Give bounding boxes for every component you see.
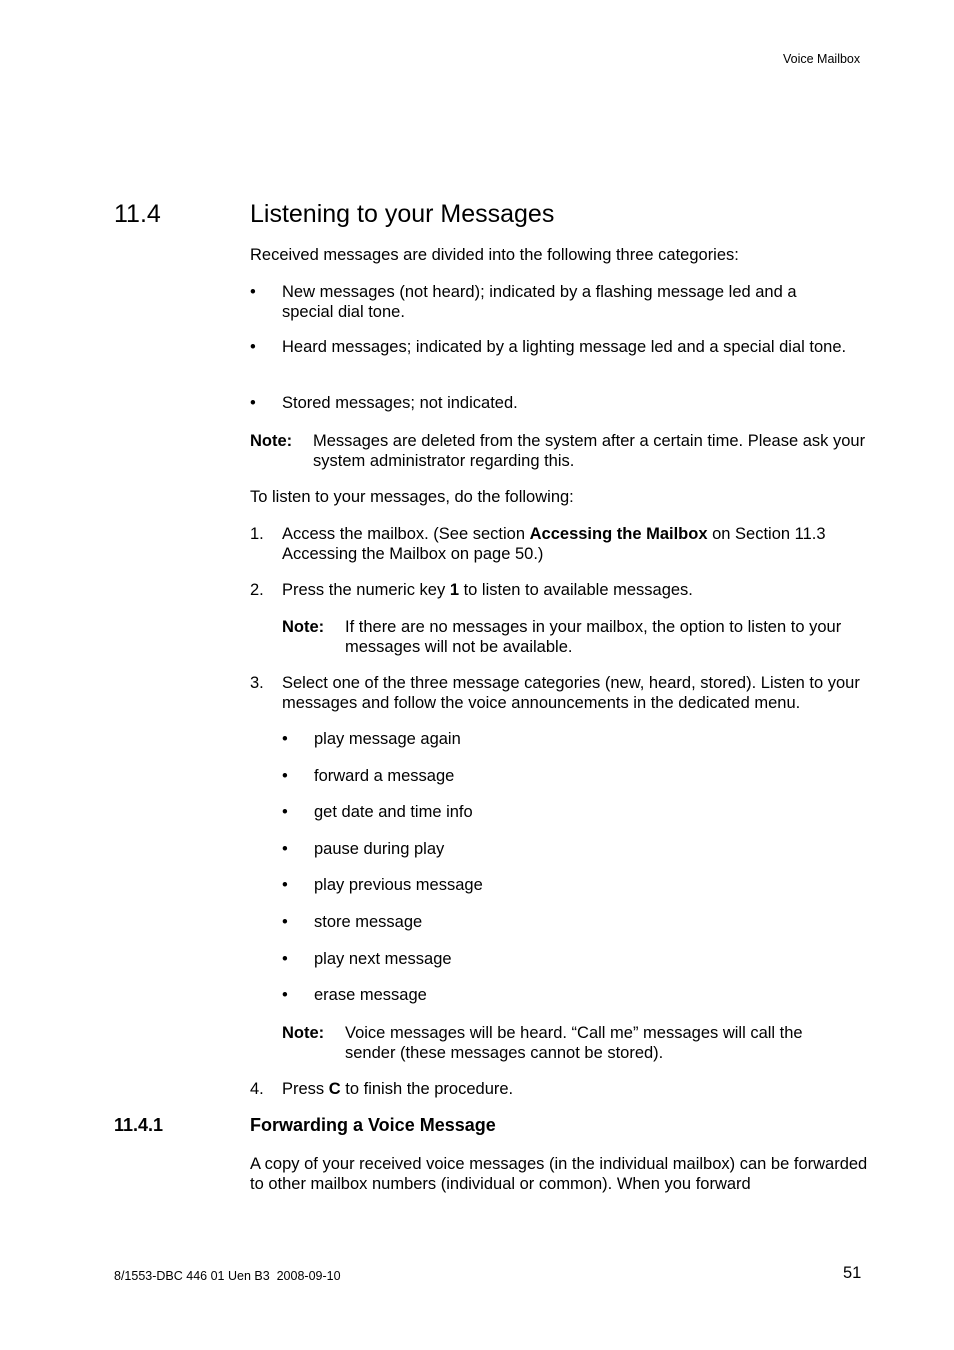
step-text xyxy=(282,524,872,564)
bullet-icon: • xyxy=(250,394,256,412)
step-text-post: to finish the procedure. xyxy=(340,1080,514,1098)
option-text: store message xyxy=(314,913,423,931)
option-text: play message again xyxy=(314,730,461,748)
step-text xyxy=(282,580,872,600)
step-text: Select one of the three message categories (new, heard, stored). Listen to your messages and follow the voice announcements in the dedicated menu. xyxy=(282,674,860,712)
bullet-icon: • xyxy=(250,283,256,301)
option-text: play previous message xyxy=(314,876,483,894)
note-text: Voice messages will be heard. “Call me” messages will call the sender (these messages cannot be stored). xyxy=(345,1024,803,1062)
option-text: erase message xyxy=(314,986,427,1004)
step-text-bold: C xyxy=(328,1080,341,1098)
page-number: 51 xyxy=(843,1264,862,1282)
bullet-icon: • xyxy=(282,986,288,1004)
subsection-number: 11.4.1 xyxy=(114,1115,164,1135)
category-text: Heard messages; indicated by a lighting message led and a special dial tone. xyxy=(282,338,847,356)
bullet-icon: • xyxy=(282,767,288,785)
step-text-pre: Access the mailbox. (See section xyxy=(282,525,530,543)
bullet-icon: • xyxy=(282,730,288,748)
step-number: 3. xyxy=(250,674,264,692)
step-number: 4. xyxy=(250,1080,264,1098)
step-text xyxy=(282,1079,872,1099)
category-text: Stored messages; not indicated. xyxy=(282,394,518,412)
subsection-title: Forwarding a Voice Message xyxy=(250,1115,496,1135)
bullet-icon: • xyxy=(282,840,288,858)
option-text: play next message xyxy=(314,950,452,968)
procedure-lead: To listen to your messages, do the following: xyxy=(250,488,574,506)
note-label: Note: xyxy=(282,1024,325,1042)
step-text-pre: Press the numeric key xyxy=(282,581,450,599)
document-id: 8/1553-DBC 446 01 Uen B3 2008-09-10 xyxy=(114,1269,341,1283)
section-number: 11.4 xyxy=(114,200,161,228)
step-text-post: to listen to available messages. xyxy=(459,581,693,599)
bullet-icon: • xyxy=(250,338,256,356)
note-text xyxy=(313,431,873,471)
step-text-post: on Section 11.3 Accessing the Mailbox on page 50.) xyxy=(282,525,826,563)
step-number: 1. xyxy=(250,525,264,543)
section-title: Listening to your Messages xyxy=(250,200,555,228)
category-text: New messages (not heard); indicated by a flashing message led and a special dial tone. xyxy=(282,283,797,321)
option-text: forward a message xyxy=(314,767,455,785)
subsection-paragraph: A copy of your received voice messages (in the individual mailbox) can be forwarded to other mailbox numbers (individual or common). When you forward xyxy=(250,1155,868,1193)
bullet-icon: • xyxy=(282,803,288,821)
note-text: If there are no messages in your mailbox, the option to listen to your messages will not be available. xyxy=(345,618,842,656)
bullet-icon: • xyxy=(282,913,288,931)
note-label: Note: xyxy=(250,432,293,450)
note-label: Note: xyxy=(282,618,325,636)
note-body: Messages are deleted from the system after a certain time. Please ask your system administrator regarding this. xyxy=(313,432,866,470)
intro-paragraph: Received messages are divided into the following three categories: xyxy=(250,246,739,264)
running-header: Voice Mailbox xyxy=(783,52,861,66)
bullet-icon: • xyxy=(282,876,288,894)
step-number: 2. xyxy=(250,581,264,599)
step-text-bold: Accessing the Mailbox xyxy=(529,525,708,543)
step-text-bold: 1 xyxy=(449,581,459,599)
option-text: pause during play xyxy=(314,840,445,858)
option-text: get date and time info xyxy=(314,803,473,821)
bullet-icon: • xyxy=(282,950,288,968)
step-text-pre: Press xyxy=(282,1080,329,1098)
